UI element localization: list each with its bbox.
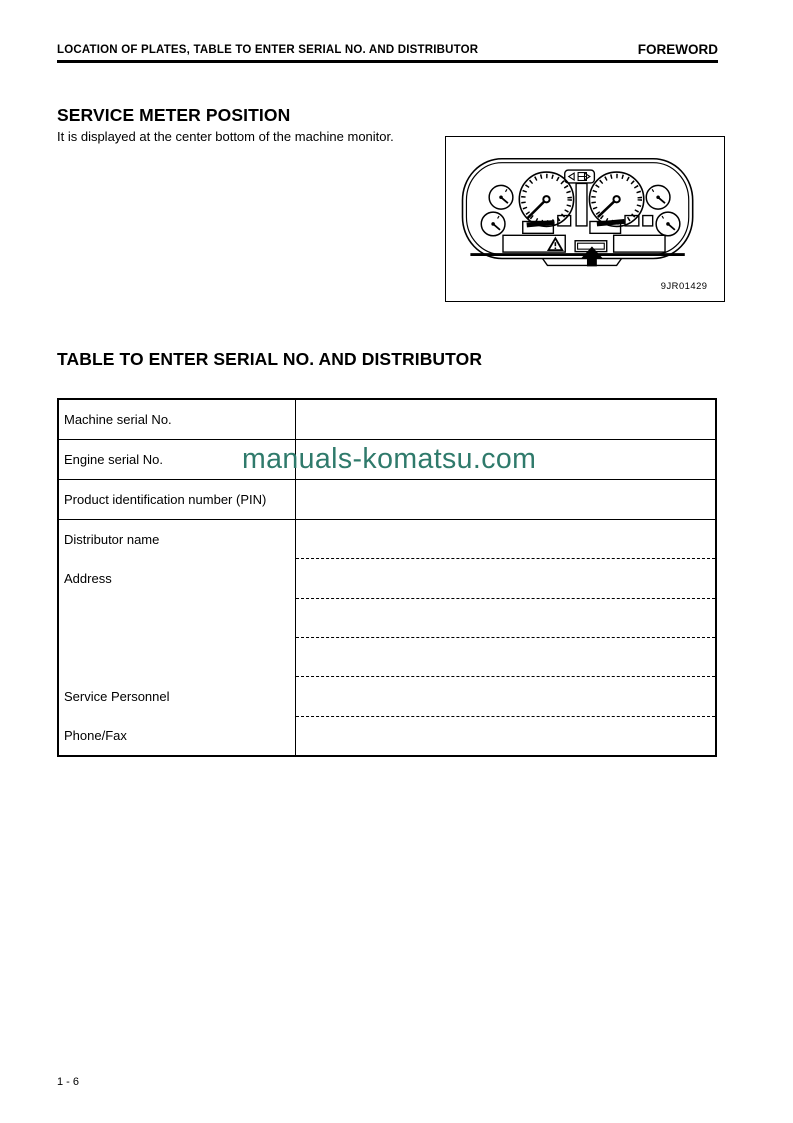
entry-line — [296, 599, 715, 638]
distributor-labels-cell — [59, 520, 296, 755]
page-header-right: FOREWORD — [637, 42, 718, 57]
housing-chin — [543, 259, 622, 266]
distributor-entry-cell — [296, 520, 715, 755]
section-heading-service-meter: SERVICE METER POSITION — [57, 105, 291, 125]
row-label: Product identification number (PIN) — [59, 480, 296, 519]
page-header-left: LOCATION OF PLATES, TABLE TO ENTER SERIAL NO. AND DISTRIBUTOR — [57, 44, 479, 56]
entry-line — [296, 520, 715, 559]
spacer-band — [59, 598, 295, 637]
section-heading-serial-table: TABLE TO ENTER SERIAL NO. AND DISTRIBUTOR — [57, 349, 483, 369]
row-label: Engine serial No. — [59, 440, 296, 479]
row-label: Distributor name — [64, 532, 160, 548]
table-row-distributor — [59, 520, 715, 755]
row-label: Service Personnel — [64, 688, 170, 704]
monitor-figure — [445, 136, 725, 302]
row-label: Machine serial No. — [59, 400, 296, 439]
entry-line — [296, 677, 715, 716]
page-number: 1 - 6 — [57, 1076, 80, 1088]
row-label: Address — [64, 571, 112, 587]
row-value-empty — [296, 400, 715, 439]
entry-line — [296, 559, 715, 598]
watermark-text: manuals-komatsu.com — [242, 443, 537, 475]
spacer-band — [59, 638, 295, 677]
header-divider-rule — [57, 60, 718, 63]
table-row-pin — [59, 480, 715, 520]
service-meter-description: It is displayed at the center bottom of the machine monitor. — [57, 129, 394, 144]
entry-line — [296, 717, 715, 755]
machine-monitor-illustration-icon — [446, 137, 724, 301]
center-display-bar — [576, 183, 587, 225]
table-row-machine-serial — [59, 400, 715, 440]
row-value-empty — [296, 480, 715, 519]
figure-code: 9JR01429 — [660, 281, 708, 292]
row-label: Phone/Fax — [64, 727, 127, 743]
entry-line — [296, 638, 715, 677]
